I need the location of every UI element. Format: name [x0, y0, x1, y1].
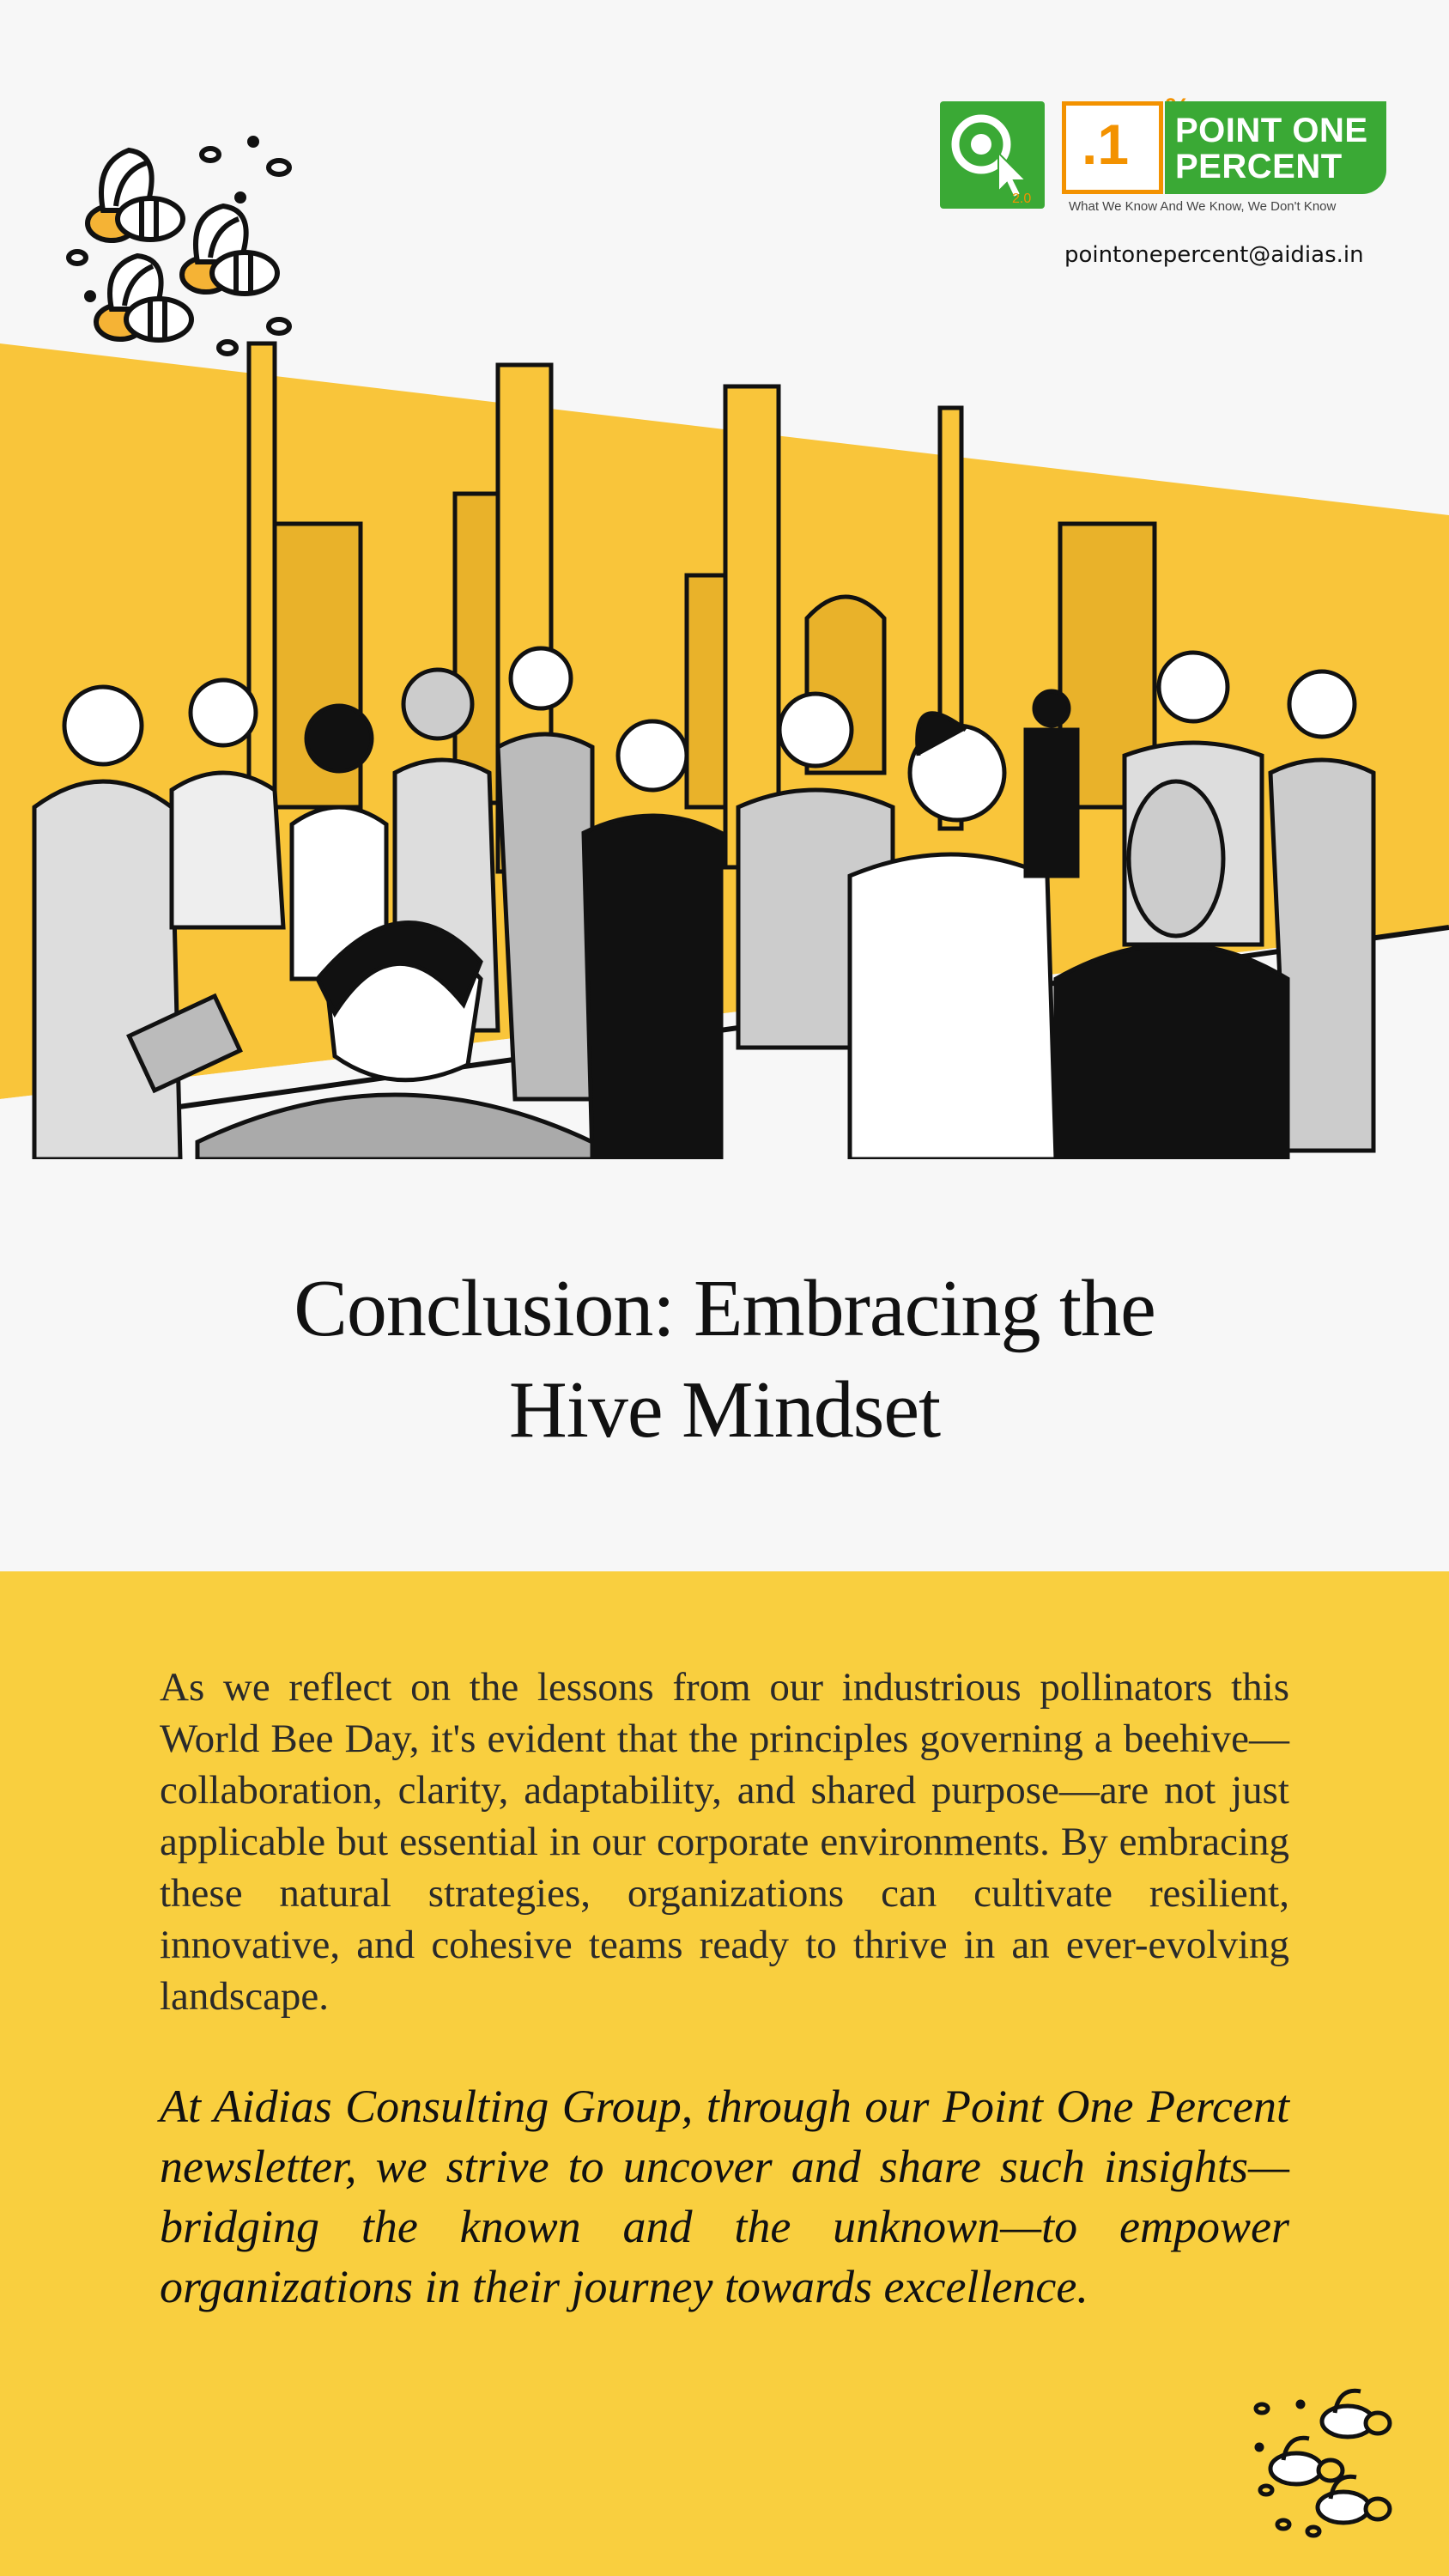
title-line-2: Hive Mindset: [508, 1365, 941, 1455]
logo-number: .1: [1082, 112, 1130, 176]
closing-paragraph: At Aidias Consulting Group, through our Point One Percent newsletter, we strive to uncover and share such insights—bridging the known and the unknown—to empower organizations in their journey towards excellence.: [160, 2081, 1289, 2312]
logo-tagline: What We Know And We Know, We Don't Know: [1069, 199, 1337, 214]
logo-mark: [940, 101, 1045, 209]
title-line-1: Conclusion: Embracing the: [294, 1264, 1155, 1353]
logo-badge: 2.0: [1012, 191, 1032, 206]
logo-name-block: [1165, 101, 1386, 194]
bees-icon: [1249, 2387, 1404, 2542]
logo-name-line2: PERCENT: [1175, 148, 1343, 185]
contact-email: pointonepercent@aidias.in: [1064, 242, 1364, 268]
people-networking-illustration: [0, 326, 1449, 1159]
logo-number-frame: [1062, 101, 1163, 194]
logo-name-line1: POINT ONE: [1175, 112, 1368, 149]
pointer-click-icon: [940, 101, 1045, 209]
body-paragraph: As we reflect on the lessons from our industrious pollinators this World Bee Day, it's evident that the principles governing a beehive—collaboration, clarity, adaptability, and shared purpose—are not just applicable but essential in our corporate environments. By embracing these natural strategies, organizations can cultivate resilient, innovative, and cohesive teams ready to thrive in an ever-evolving landscape.: [160, 1665, 1289, 2019]
brand-logo: [940, 94, 1386, 223]
page-title: [0, 1258, 1449, 1461]
